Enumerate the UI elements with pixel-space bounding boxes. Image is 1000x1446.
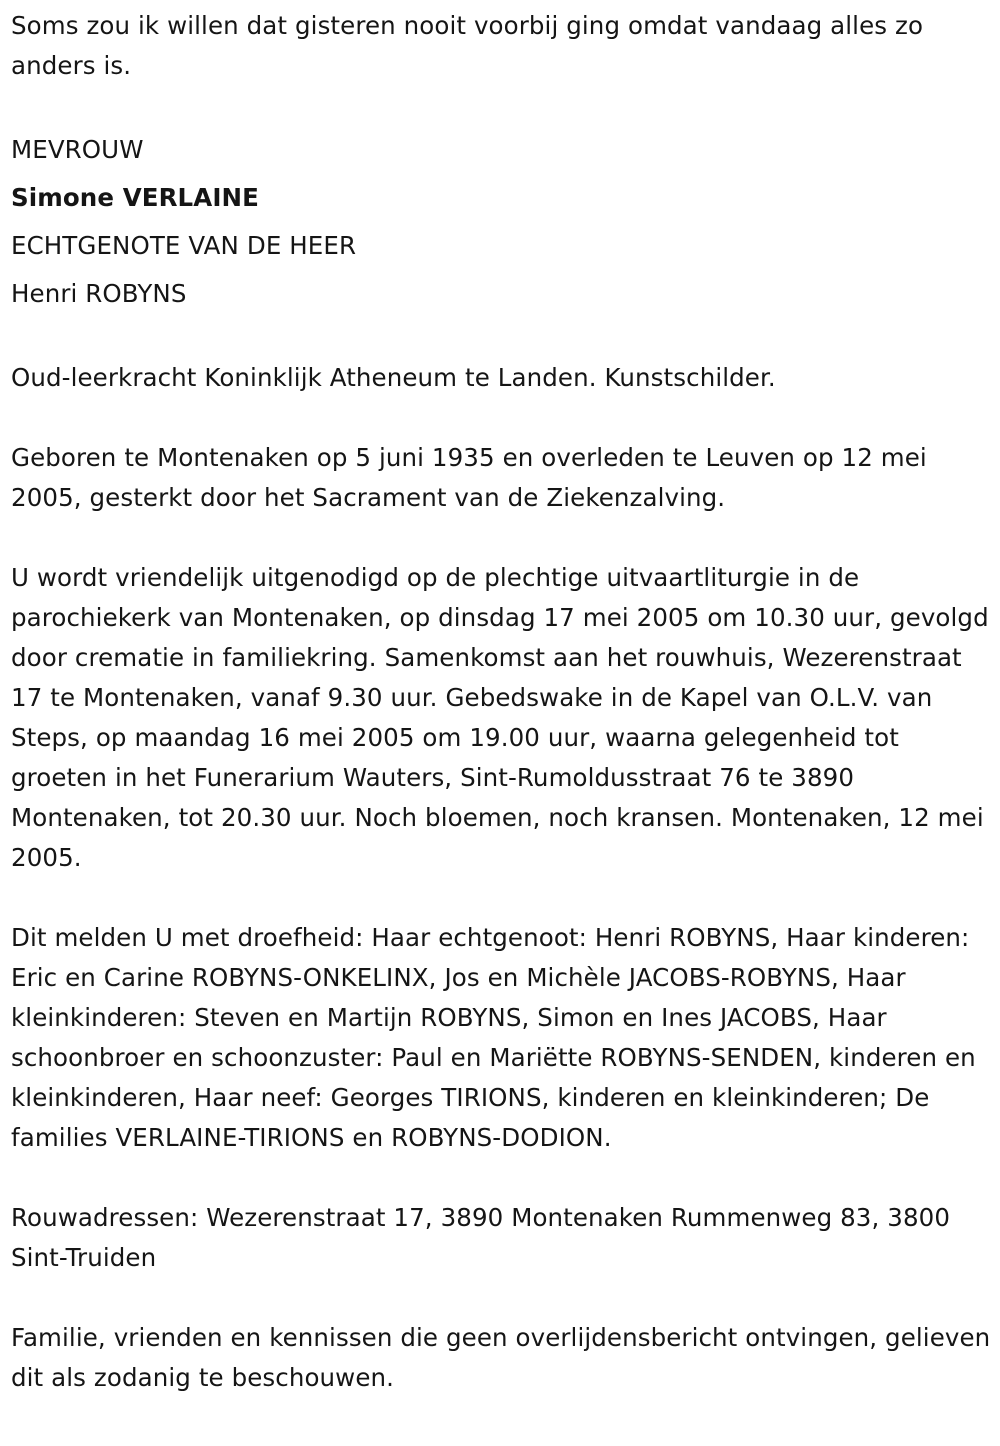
spacer <box>11 398 991 438</box>
motto-text: Soms zou ik willen dat gisteren nooit voorbij ging omdat vandaag alles zo anders is. <box>11 11 924 80</box>
spacer <box>11 86 991 126</box>
deceased-name: Simone VERLAINE <box>11 183 259 212</box>
salutation: MEVROUW <box>11 135 144 164</box>
addresses-text: Rouwadressen: Wezerenstraat 17, 3890 Montenaken Rummenweg 83, 3800 Sint-Truiden <box>11 1203 951 1272</box>
ceremony-text: U wordt vriendelijk uitgenodigd op de plechtige uitvaartliturgie in de parochiekerk van Montenaken, op dinsdag 17 mei 2005 om 10.30 uur, gevolgd door crematie in familiekring. Samenkomst aan het rouwhuis, Wezerenstraat 17 te Montenaken, vanaf 9.30 uur. Gebedswake in de Kapel van O.L.V. van Steps, op maandag 16 mei 2005 om 19.00 uur, waarna gelegenheid tot groeten in het Funerarium Wauters, Sint-Rumoldusstraat 76 te 3890 Montenaken, tot 20.30 uur. Noch bloemen, noch kransen. Montenaken, 12 mei 2005. <box>11 563 989 872</box>
spacer <box>11 1278 991 1318</box>
occupation-text: Oud-leerkracht Koninklijk Atheneum te Landen. Kunstschilder. <box>11 363 776 392</box>
closing-text: Familie, vrienden en kennissen die geen overlijdensbericht ontvingen, gelieven dit als zodanig te beschouwen. <box>11 1323 991 1392</box>
birth-death-text: Geboren te Montenaken op 5 juni 1935 en overleden te Leuven op 12 mei 2005, gesterkt door het Sacrament van de Ziekenzalving. <box>11 443 927 512</box>
family-text: Dit melden U met droefheid: Haar echtgenoot: Henri ROBYNS, Haar kinderen: Eric en Carine ROBYNS-ONKELINX, Jos en Michèle JACOBS-ROBYNS, Haar kleinkinderen: Steven en Martijn ROBYNS, Simon en Ines JACOBS, Haar schoonbroer en schoonzuster: Paul en Mariëtte ROBYNS-SENDEN, kinderen en kleinkinderen, Haar neef: Georges TIRIONS, kinderen en kleinkinderen; De families VERLAINE-TIRIONS en ROBYNS-DODION. <box>11 923 976 1152</box>
relation-line: ECHTGENOTE VAN DE HEER <box>11 231 357 260</box>
spacer <box>11 518 991 558</box>
spacer <box>11 878 991 918</box>
spouse-name: Henri ROBYNS <box>11 279 187 308</box>
spacer <box>11 318 991 358</box>
spacer <box>11 1158 991 1198</box>
death-notice <box>11 6 991 1398</box>
